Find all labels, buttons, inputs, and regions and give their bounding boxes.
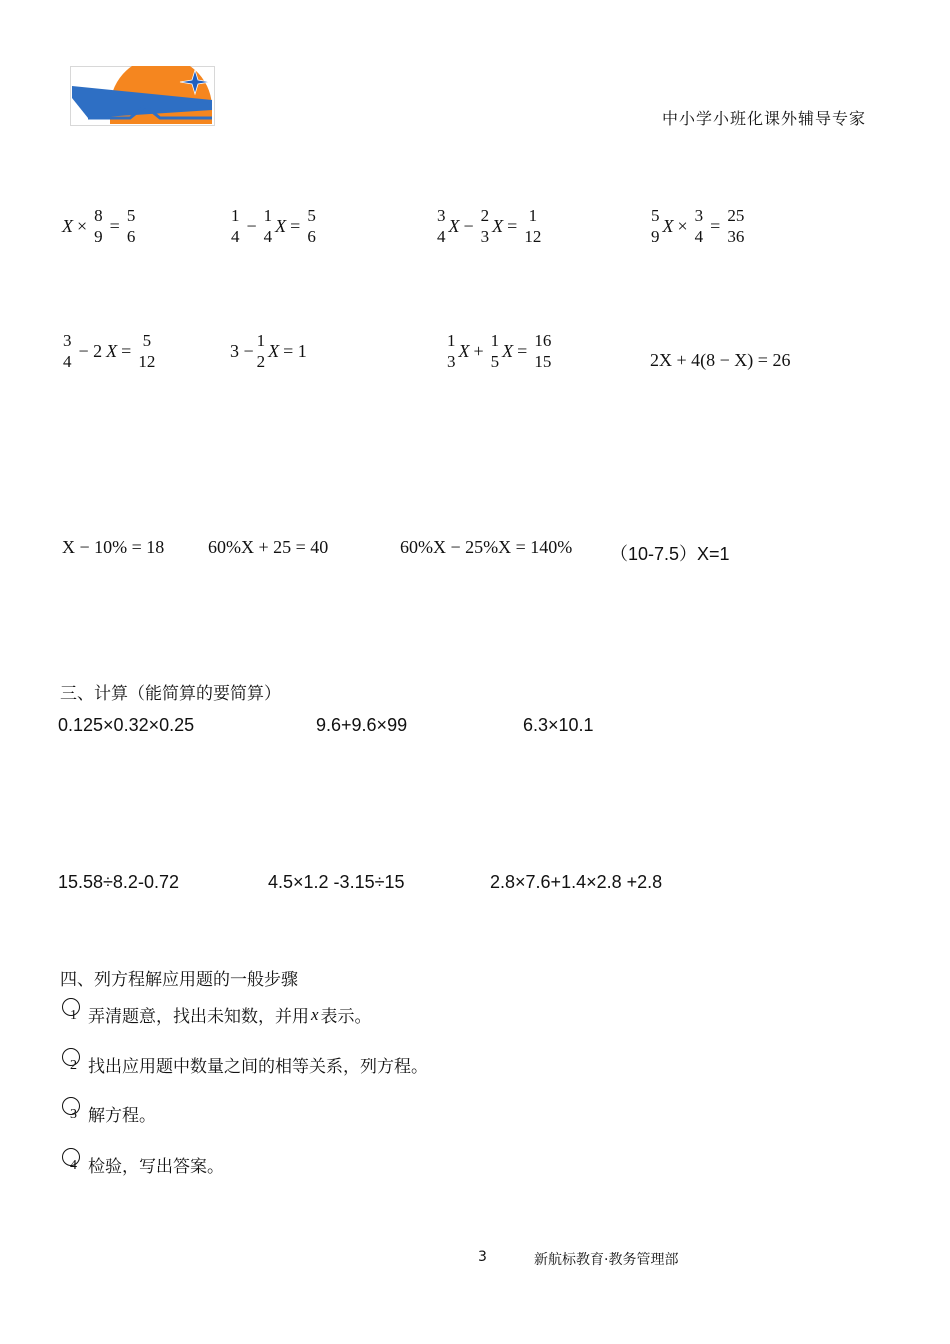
circled-number: 1 — [62, 1004, 84, 1026]
equation: （10-7.5）X=1 — [610, 544, 730, 564]
equation: 1 4 − 1 4 X = 5 6 — [231, 206, 316, 246]
calc-expression: 6.3×10.1 — [523, 715, 594, 735]
equation: 5 9 X × 3 4 = 25 36 — [651, 206, 745, 246]
equation: 2X + 4(8 − X) = 26 — [650, 350, 791, 370]
equation: 3 4 − 2 X = 5 12 — [63, 331, 156, 371]
circled-number: 3 — [62, 1103, 84, 1125]
equation: 3 − 1 2 X = 1 — [230, 331, 307, 371]
equation: 60%X − 25%X = 140% — [400, 537, 573, 557]
calc-expression: 0.125×0.32×0.25 — [58, 715, 195, 735]
equation: X × 8 9 = 5 6 — [62, 206, 136, 246]
circled-number: 4 — [62, 1154, 84, 1176]
calc-expression: 4.5×1.2 -3.15÷15 — [268, 872, 405, 892]
calc-expression: 2.8×7.6+1.4×2.8 +2.8 — [490, 872, 663, 892]
page-number: 3 — [478, 1249, 487, 1265]
step-item: 1 弄清题意，找出未知数，并用 x 表示。 — [62, 1002, 372, 1027]
section-title: 四、列方程解应用题的一般步骤 — [60, 970, 298, 990]
section-title: 三、计算（能简算的要简算） — [60, 684, 281, 704]
equation: 1 3 X + 1 5 X = 16 15 — [447, 331, 552, 371]
equation: 60%X + 25 = 40 — [208, 537, 329, 557]
circled-number: 2 — [62, 1054, 84, 1076]
step-item: 2 找出应用题中数量之间的相等关系，列方程。 — [62, 1052, 428, 1077]
equation: X − 10% = 18 — [62, 537, 165, 557]
calc-expression: 9.6+9.6×99 — [316, 715, 408, 735]
company-logo — [70, 66, 215, 126]
equation: 3 4 X − 2 3 X = 1 12 — [437, 206, 542, 246]
calc-expression: 15.58÷8.2-0.72 — [58, 872, 179, 892]
step-item: 4 检验，写出答案。 — [62, 1152, 224, 1177]
step-item: 3 解方程。 — [62, 1101, 156, 1126]
header-slogan: 中小学小班化课外辅导专家 — [662, 109, 867, 128]
footer-org: 新航标教育·教务管理部 — [534, 1252, 679, 1268]
